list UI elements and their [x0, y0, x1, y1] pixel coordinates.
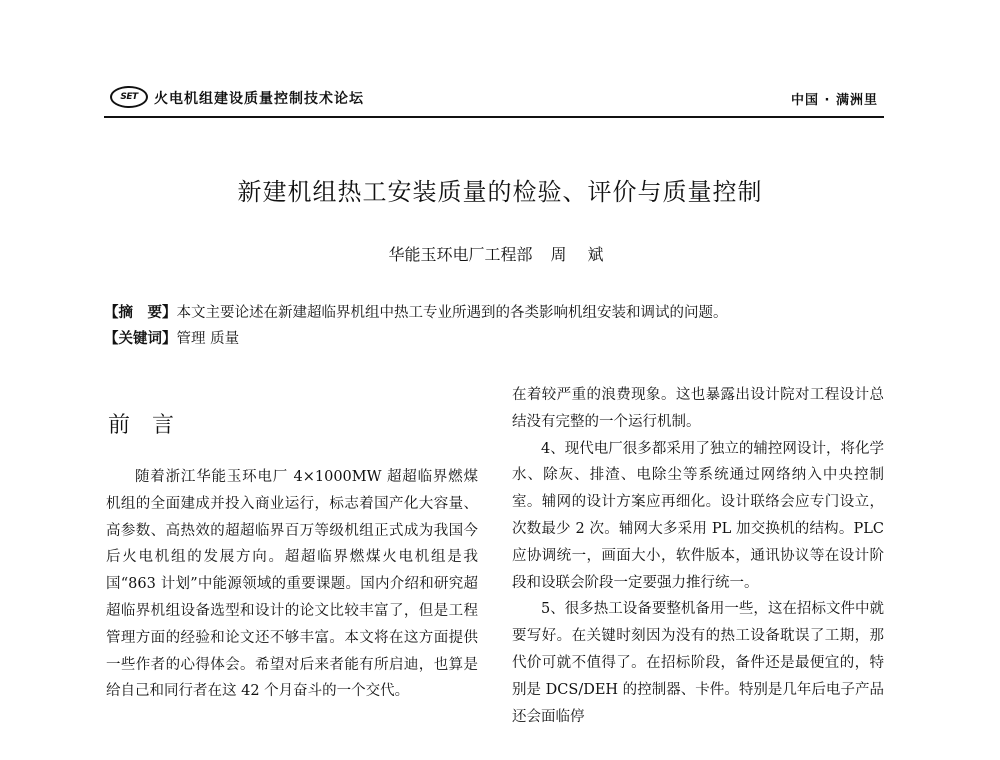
item-5-paragraph: 5、很多热工设备要整机备用一些，这在招标文件中就要写好。在关键时刻因为没有的热工设备耽误了工期，那代价可就不值得了。在招标阶段，备件还是最便宜的，特别是 DCS/DEH 的控制器、卡件。特别是几年后电子产品还会面临停 [512, 601, 884, 725]
right-column [512, 382, 884, 730]
header-divider [104, 116, 884, 118]
abstract-text: 本文主要论述在新建超临界机组中热工专业所遇到的各类影响机组安装和调试的问题。 [176, 305, 728, 321]
running-header [110, 86, 878, 114]
affiliation: 华能玉环电厂工程部 [388, 245, 533, 264]
keywords-text: 管理 质量 [176, 331, 240, 347]
keywords-label: 【关键词】 [104, 330, 177, 347]
continuation-paragraph: 在着较严重的浪费现象。这也暴露出设计院对工程设计总结没有完整的一个运行机制。 [512, 387, 884, 430]
left-column [106, 464, 478, 705]
paper-title: 新建机组热工安装质量的检验、评价与质量控制 [237, 178, 763, 206]
location-label: 中国 · 满洲里 [791, 93, 878, 108]
section-heading: 前言 [108, 413, 197, 438]
abstract-label: 【摘 要】 [104, 304, 177, 321]
author-line [0, 242, 1000, 265]
author-name: 周 斌 [550, 245, 612, 264]
conference-logo: SET [110, 86, 148, 108]
keywords-line [104, 326, 894, 352]
abstract-block [104, 300, 894, 352]
abstract-line [104, 300, 894, 326]
item-4-paragraph: 4、现代电厂很多都采用了独立的辅控网设计，将化学水、除灰、排渣、电除尘等系统通过网络纳入中央控制室。辅网的设计方案应再细化。设计联络会应专门设立，次数最少 2 次。辅网大多采用 PL 加交换机的结构。PLC 应协调统一，画面大小，软件版本，通讯协议等在设计阶段和设联会阶段一定要强力推行统一。 [512, 440, 884, 591]
intro-paragraph: 随着浙江华能玉环电厂 4×1000MW 超超临界燃煤机组的全面建成并投入商业运行，标志着国产化大容量、高参数、高热效的超超临界百万等级机组正式成为我国今后火电机组的发展方向。超超临界燃煤火电机组是我国“863 计划”中能源领域的重要课题。国内介绍和研究超超临界机组设备选型和设计的论文比较丰富了，但是工程管理方面的经验和论文还不够丰富。本文将在这方面提供一些作者的心得体会。希望对后来者能有所启迪，也算是给自己和同行者在这 42 个月奋斗的一个交代。 [106, 469, 478, 700]
forum-title: 火电机组建设质量控制技术论坛 [154, 91, 364, 107]
